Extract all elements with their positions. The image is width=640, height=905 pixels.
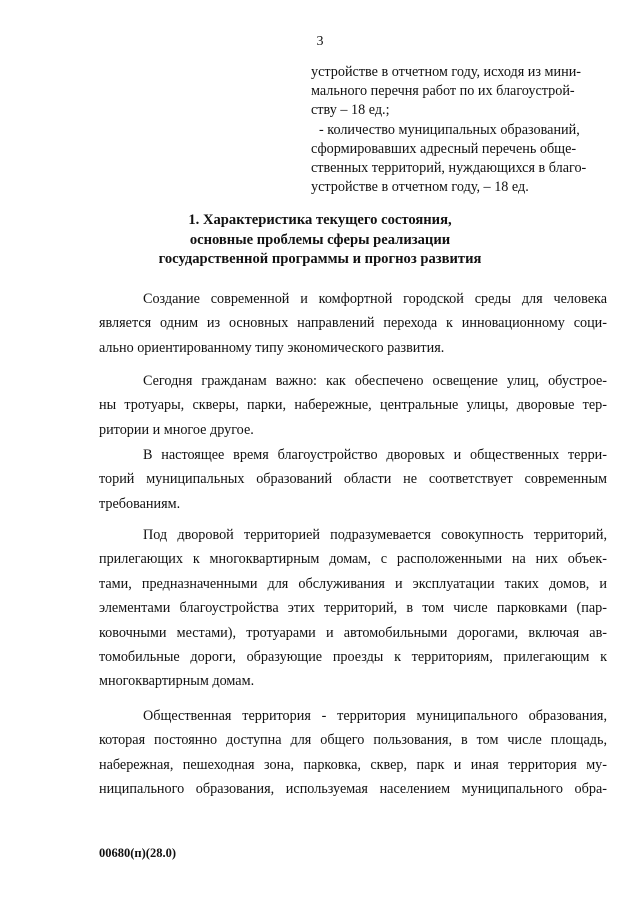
continuation-line: - количество муниципальных образований, [319,121,580,138]
section-heading-line: государственной программы и прогноз развития [158,251,482,267]
paragraph-line: ниципального образования, используемая населением муниципального обра- [99,781,607,798]
paragraph-line: многоквартирным домам. [99,673,255,690]
paragraph-line: Сегодня гражданам важно: как обеспечено освещение улиц, обустрое- [143,373,607,389]
section-heading-line: основные проблемы сферы реализации [189,231,451,248]
paragraph-line: набережная, пешеходная зона, парковка, сквер, парк и иная территория му- [99,756,607,773]
paragraph-line: торий муниципальных образований области не соответствует современным [99,471,607,488]
paragraph-line: элементами благоустройства этих территорий, в том числе парковками (пар- [99,600,607,617]
paragraph-line: ритории и многое другое. [99,421,254,438]
continuation-line: ству – 18 ед.; [311,102,390,119]
paragraph-line: является одним из основных направлений перехода к инновационному соци- [99,315,607,332]
paragraph [99,443,607,516]
paragraph [99,704,607,802]
paragraph-line: которая постоянно доступна для общего пользования, в том числе площадь, [99,732,607,749]
continuation-line: мального перечня работ по их благоустрой- [311,83,575,100]
continuation-line: устройстве в отчетном году, – 18 ед. [311,179,529,196]
paragraph-line: прилегающих к многоквартирным домам, с расположенными на них объек- [99,551,607,568]
paragraph-line: Создание современной и комфортной городской среды для человека [143,291,607,307]
continuation-line: ственных территорий, нуждающихся в благо- [311,160,587,177]
continuation-line: устройстве в отчетном году, исходя из мини- [311,64,582,80]
paragraph-line: Под дворовой территорией подразумевается совокупность территорий, [143,527,607,543]
paragraph-line: ковочными местами), тротуарами и автомобильными дорогами, включая ав- [99,624,607,641]
paragraph-line: В настоящее время благоустройство дворовых и общественных терри- [143,447,607,463]
list-continuation [311,63,611,197]
continuation-line: сформировавших адресный перечень обще- [311,140,577,157]
paragraph [99,523,607,694]
document-code: 00680(п)(28.0) [99,846,176,860]
paragraph-line: Общественная территория - территория муниципального образования, [143,708,607,724]
paragraph-line: томобильные дороги, образующие проезды к территориям, прилегающим к [99,649,607,666]
paragraph-line: ально ориентированному типу экономического развития. [99,339,445,356]
section-heading-line: 1. Характеристика текущего состояния, [188,212,452,228]
paragraph-line: требованиям. [99,495,181,512]
paragraph [99,287,607,360]
paragraph-line: ны тротуары, скверы, парки, набережные, центральные улицы, дворовые тер- [99,397,607,414]
section-heading [0,211,640,270]
page-number: 3 [316,34,324,49]
paragraph-line: тами, предназначенными для обслуживания и эксплуатации таких домов, и [99,575,607,592]
paragraph [99,369,607,442]
